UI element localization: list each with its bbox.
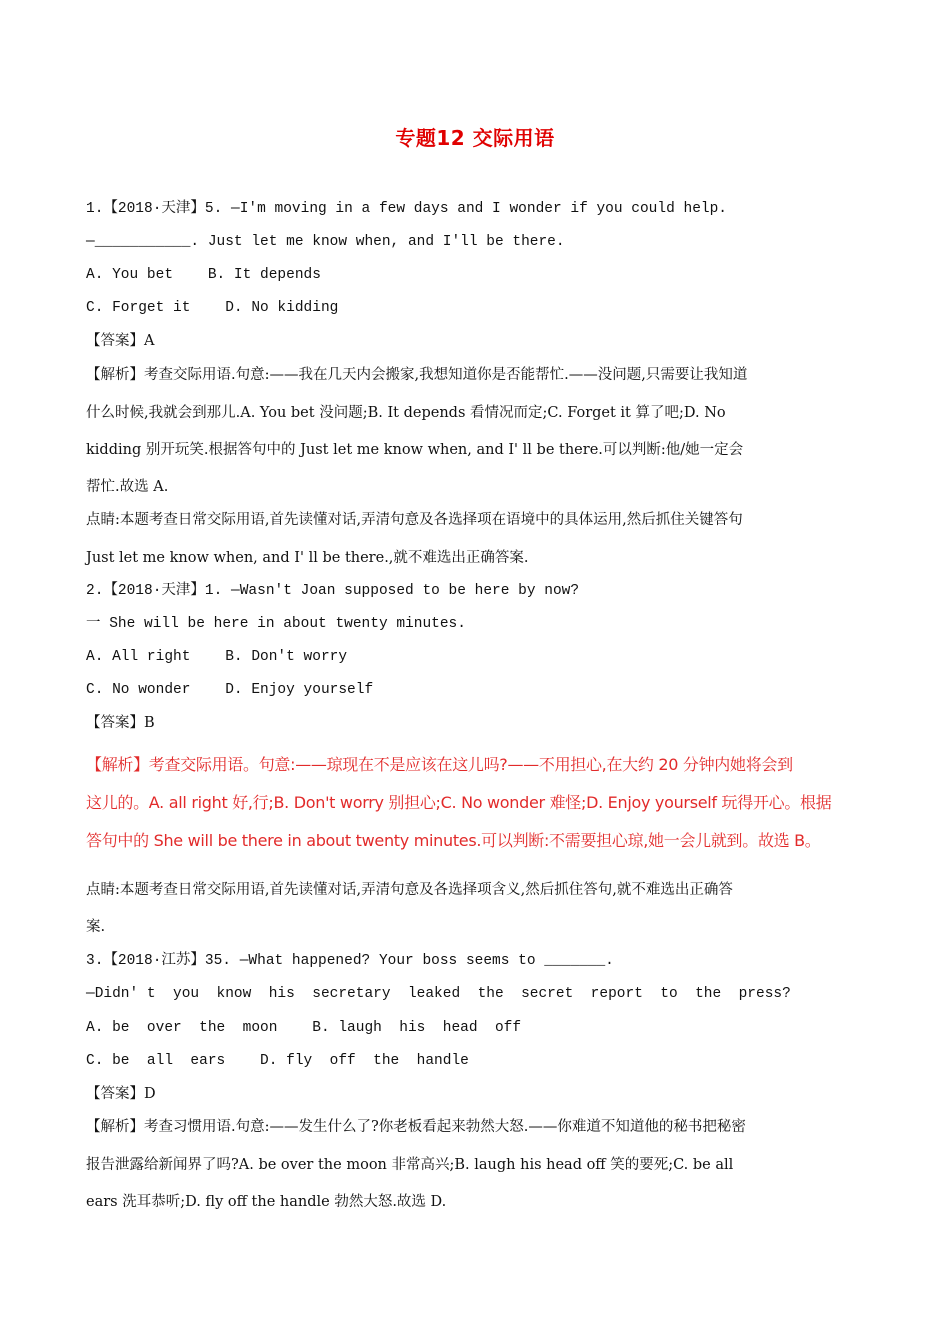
q3-answer: 【答案】D bbox=[86, 1086, 156, 1102]
q2-analysis-line: 【解析】考查交际用语。句意:——琼现在不是应该在这儿吗?——不用担心,在大约 20 分钟内她将会到 bbox=[86, 755, 793, 774]
q3-response: —Didn' t you know his secretary leaked the secret report to the press? bbox=[86, 986, 791, 1002]
q1-answer: 【答案】A bbox=[86, 333, 155, 349]
q1-analysis-line: 什么时候,我就会到那儿.A. You bet 没问题;B. It depends 看情况而定;C. Forget it 算了吧;D. No bbox=[86, 405, 726, 421]
q3-analysis-line: 报告泄露给新闻界了吗?A. be over the moon 非常高兴;B. laugh his head off 笑的要死;C. be all bbox=[86, 1157, 734, 1173]
q1-analysis-line: 帮忙.故选 A. bbox=[86, 479, 169, 495]
q1-tip-line: Just let me know when, and I' ll be there.,就不难选出正确答案. bbox=[86, 550, 529, 566]
q3-options-ab: A. be over the moon B. laugh his head off bbox=[86, 1020, 522, 1036]
q1-options-cd: C. Forget it D. No kidding bbox=[86, 300, 339, 316]
q1-tip-line: 点睛:本题考查日常交际用语,首先读懂对话,弄清句意及各选择项在语境中的具体运用,然后抓住关键答句 bbox=[86, 512, 743, 528]
q2-options-ab: A. All right B. Don't worry bbox=[86, 649, 348, 665]
q1-analysis-line: kidding 别开玩笑.根据答句中的 Just let me know when, and I' ll be there.可以判断:他/她一定会 bbox=[86, 442, 744, 458]
page-title: 专题12 交际用语 bbox=[395, 126, 555, 150]
q1-stem: 1.【2018·天津】5. —I'm moving in a few days and I wonder if you could help. bbox=[86, 201, 727, 217]
q3-analysis-line: ears 洗耳恭听;D. fly off the handle 勃然大怒.故选 D. bbox=[86, 1194, 447, 1210]
q1-response: —___________. Just let me know when, and I'll be there. bbox=[86, 234, 565, 250]
q2-tip-line: 点睛:本题考查日常交际用语,首先读懂对话,弄清句意及各选择项含义,然后抓住答句,就不难选出正确答 bbox=[86, 882, 733, 898]
q2-stem: 2.【2018·天津】1. —Wasn't Joan supposed to be here by now? bbox=[86, 583, 580, 599]
q2-options-cd: C. No wonder D. Enjoy yourself bbox=[86, 682, 374, 698]
q3-options-cd: C. be all ears D. fly off the handle bbox=[86, 1053, 469, 1069]
q3-analysis-line: 【解析】考查习惯用语.句意:——发生什么了?你老板看起来勃然大怒.——你难道不知道他的秘书把秘密 bbox=[86, 1119, 746, 1135]
q1-options-ab: A. You bet B. It depends bbox=[86, 267, 321, 283]
q2-analysis-line: 答句中的 She will be there in about twenty minutes.可以判断:不需要担心琼,她一会儿就到。故选 B。 bbox=[86, 831, 821, 850]
q1-analysis-line: 【解析】考查交际用语.句意:——我在几天内会搬家,我想知道你是否能帮忙.——没问题,只需要让我知道 bbox=[86, 367, 748, 383]
q2-tip-line: 案. bbox=[86, 919, 106, 935]
q3-stem: 3.【2018·江苏】35. —What happened? Your boss seems to _______. bbox=[86, 953, 614, 969]
q2-answer: 【答案】B bbox=[86, 715, 155, 731]
q2-response: 一 She will be here in about twenty minutes. bbox=[86, 616, 466, 632]
q2-analysis-line: 这儿的。A. all right 好,行;B. Don't worry 别担心;C. No wonder 难怪;D. Enjoy yourself 玩得开心。根据 bbox=[86, 793, 832, 812]
